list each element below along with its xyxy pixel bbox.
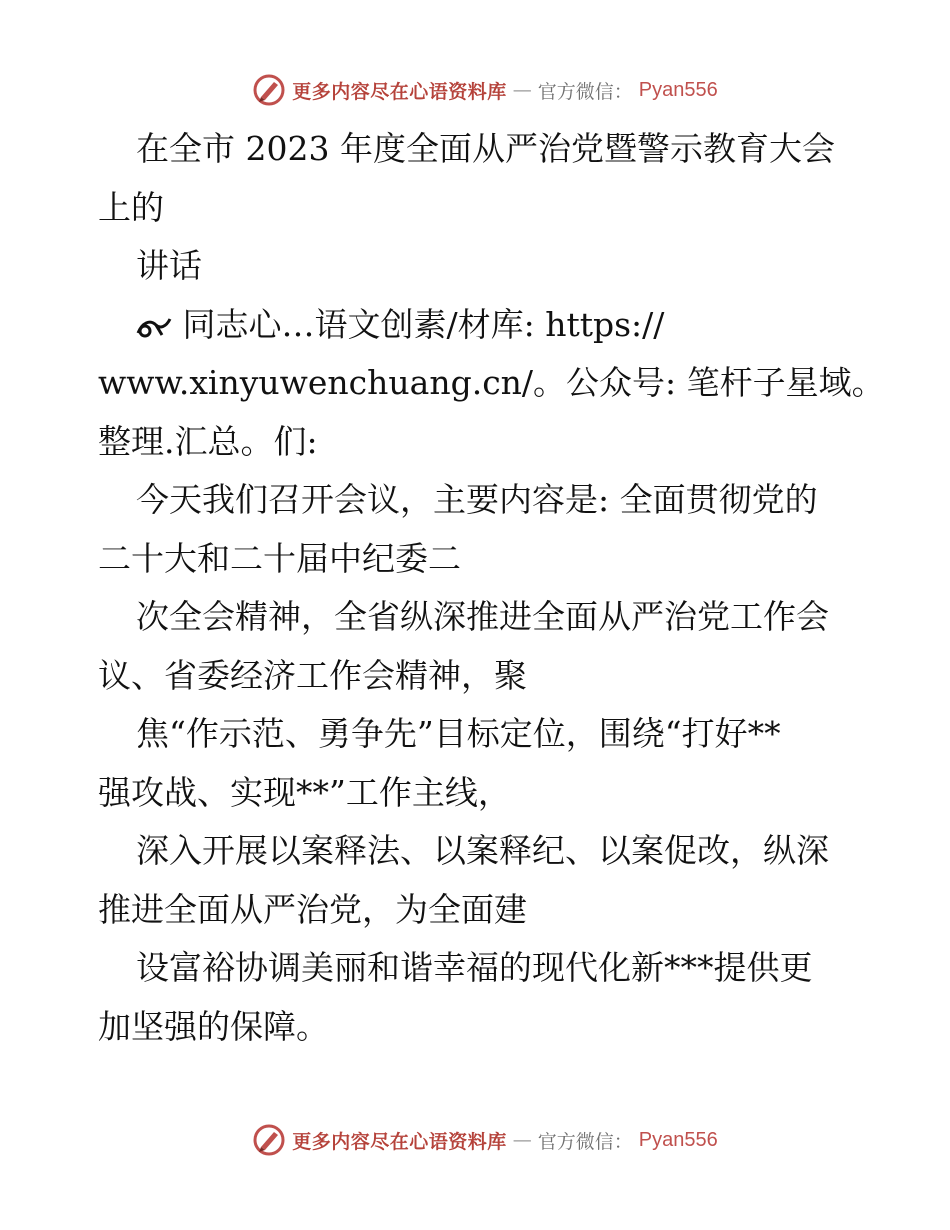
doc-line-8: 二十大和二十届中纪委二 — [98, 538, 461, 578]
pen-logo-icon — [252, 73, 286, 107]
banner-wechat-id: Pyan556 — [638, 78, 718, 101]
doc-line-4-text: 同志心…语文创素/材库: https:// — [182, 304, 665, 344]
doc-line-12: 强攻战、实现**”工作主线， — [98, 772, 511, 812]
banner-official-label: 官方微信： — [537, 80, 633, 103]
doc-line-9: 次全会精神，全省纵深推进全面从严治党工作会 — [136, 597, 829, 636]
banner-wechat-id: Pyan556 — [638, 1128, 718, 1151]
doc-line-title-3: 讲话 — [136, 246, 202, 285]
banner-dash: — — [512, 1129, 532, 1151]
doc-line-13: 深入开展以案释法、以案释纪、以案促改，纵深 — [136, 831, 829, 870]
document-body — [98, 120, 885, 1056]
doc-line-title-2: 上的 — [98, 187, 164, 227]
header-banner — [0, 70, 950, 110]
doc-line-11: 焦“作示范、勇争先”目标定位，围绕“打好** — [136, 714, 781, 753]
doc-line-7: 今天我们召开会议，主要内容是: 全面贯彻党的 — [136, 480, 818, 519]
doc-line-15: 设富裕协调美丽和谐幸福的现代化新***提供更 — [136, 948, 813, 987]
footer-banner — [0, 1120, 950, 1160]
doc-line-title-1: 在全市 2023 年度全面从严治党暨警示教育大会 — [136, 129, 835, 168]
doc-line-6: 整理.汇总。们: — [98, 421, 318, 461]
banner-dash: — — [512, 79, 532, 101]
banner-library-text: 更多内容尽在心语资料库 — [292, 80, 507, 103]
banner-official-label: 官方微信： — [537, 1130, 633, 1153]
doc-line-16: 加坚强的保障。 — [98, 1006, 329, 1046]
banner-library-text: 更多内容尽在心语资料库 — [292, 1130, 507, 1153]
doc-line-10: 议、省委经济工作会精神，聚 — [98, 655, 527, 695]
doc-line-5: www.xinyuwenchuang.cn/。公众号: 笔杆子星域。 — [98, 363, 885, 402]
wingding-ornament-icon — [136, 305, 183, 344]
doc-line-14: 推进全面从严治党，为全面建 — [98, 889, 527, 929]
doc-line-4 — [98, 296, 858, 355]
pen-logo-icon — [252, 1123, 286, 1157]
